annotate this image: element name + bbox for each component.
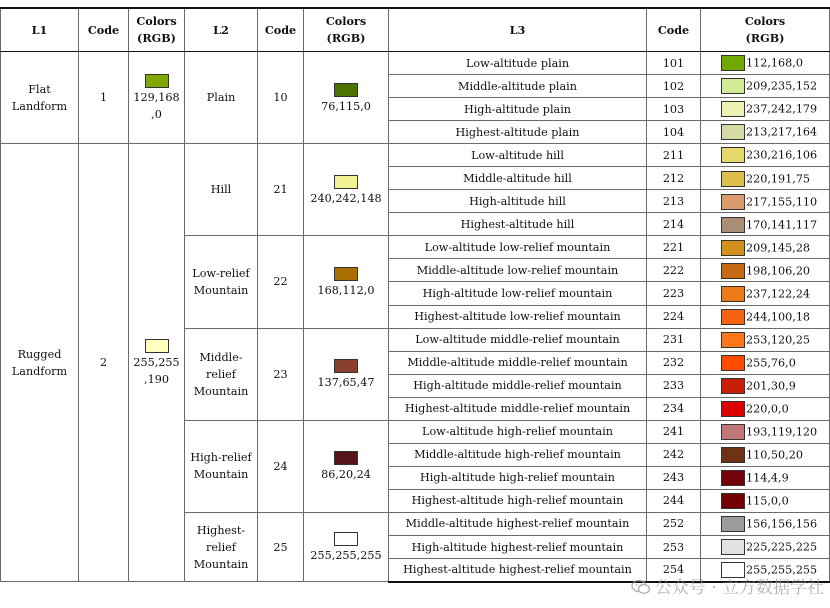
- l3-color-cell: [701, 351, 830, 374]
- l3-rgb-text: 225,225,225: [746, 540, 818, 554]
- l3-rgb-text: 115,0,0: [746, 494, 789, 508]
- color-swatch: [721, 332, 745, 348]
- l3-color-cell: [701, 512, 830, 535]
- l3-rgb-text: 112,168,0: [746, 56, 803, 70]
- l2-name-cell: Plain: [185, 52, 258, 144]
- header-code-l1: Code: [79, 8, 129, 52]
- l3-color-cell: [701, 420, 830, 443]
- l3-name-cell: Highest-altitude low-relief mountain: [389, 305, 647, 328]
- l3-name-cell: Low-altitude high-relief mountain: [389, 420, 647, 443]
- l3-color-cell: [701, 144, 830, 167]
- header-l3: L3: [389, 8, 647, 52]
- l3-rgb-text: 230,216,106: [746, 148, 818, 162]
- l3-color-cell: [701, 443, 830, 466]
- l3-code-cell: 221: [647, 236, 701, 259]
- l3-code-cell: 222: [647, 259, 701, 282]
- l3-rgb-text: 193,119,120: [746, 425, 818, 439]
- l3-color-cell: [701, 374, 830, 397]
- landform-classification-table: [0, 7, 830, 583]
- l3-name-cell: Low-altitude hill: [389, 144, 647, 167]
- l3-name-cell: Highest-altitude plain: [389, 121, 647, 144]
- table-row: [1, 52, 830, 75]
- l3-color-cell: [701, 167, 830, 190]
- l2-code-cell: 22: [258, 236, 304, 328]
- l2-name-cell: Middle- relief Mountain: [185, 328, 258, 420]
- l3-code-cell: 102: [647, 75, 701, 98]
- header-colors-l3: Colors (RGB): [701, 8, 830, 52]
- l2-code-cell: 24: [258, 420, 304, 512]
- l3-color-cell: [701, 236, 830, 259]
- color-swatch: [721, 55, 745, 71]
- l2-name-cell: Highest- relief Mountain: [185, 512, 258, 581]
- l3-name-cell: Middle-altitude highest-relief mountain: [389, 512, 647, 535]
- header-code-l3: Code: [647, 8, 701, 52]
- l3-rgb-text: 237,122,24: [746, 287, 811, 301]
- l1-name-cell: Rugged Landform: [1, 144, 79, 582]
- l2-name-cell: High-relief Mountain: [185, 420, 258, 512]
- l3-code-cell: 252: [647, 512, 701, 535]
- l3-rgb-text: 220,0,0: [746, 402, 789, 416]
- l3-code-cell: 231: [647, 328, 701, 351]
- color-swatch: [721, 217, 745, 233]
- l3-rgb-text: 244,100,18: [746, 310, 811, 324]
- l3-name-cell: Low-altitude plain: [389, 52, 647, 75]
- color-swatch: [721, 562, 745, 578]
- l3-name-cell: High-altitude middle-relief mountain: [389, 374, 647, 397]
- color-swatch: [721, 147, 745, 163]
- l3-rgb-text: 213,217,164: [746, 125, 818, 139]
- l3-color-cell: [701, 259, 830, 282]
- l2-name-cell: Hill: [185, 144, 258, 236]
- color-swatch: [334, 532, 358, 546]
- l1-color-cell: 129,168 ,0: [129, 52, 185, 144]
- color-swatch: [334, 359, 358, 373]
- l3-rgb-text: 198,106,20: [746, 264, 811, 278]
- l3-code-cell: 224: [647, 305, 701, 328]
- header-l2: L2: [185, 8, 258, 52]
- l3-color-cell: [701, 121, 830, 144]
- l2-color-cell: 76,115,0: [304, 52, 389, 144]
- l1-code-cell: 1: [79, 52, 129, 144]
- l3-code-cell: 101: [647, 52, 701, 75]
- l3-color-cell: [701, 535, 830, 558]
- l3-code-cell: 243: [647, 466, 701, 489]
- l3-color-cell: [701, 328, 830, 351]
- l2-code-cell: 21: [258, 144, 304, 236]
- color-swatch: [721, 424, 745, 440]
- header-colors-l2: Colors (RGB): [304, 8, 389, 52]
- l2-color-cell: 240,242,148: [304, 144, 389, 236]
- l3-rgb-text: 156,156,156: [746, 517, 818, 531]
- l2-color-cell: 137,65,47: [304, 328, 389, 420]
- l3-code-cell: 242: [647, 443, 701, 466]
- l3-rgb-text: 170,141,117: [746, 218, 818, 232]
- l1-code-cell: 2: [79, 144, 129, 582]
- color-swatch: [721, 539, 745, 555]
- l3-code-cell: 212: [647, 167, 701, 190]
- l3-rgb-text: 209,145,28: [746, 241, 811, 255]
- l2-name-cell: Low-relief Mountain: [185, 236, 258, 328]
- l3-name-cell: Middle-altitude middle-relief mountain: [389, 351, 647, 374]
- l3-rgb-text: 220,191,75: [746, 172, 811, 185]
- l3-code-cell: 211: [647, 144, 701, 167]
- l3-rgb-text: 209,235,152: [746, 79, 818, 93]
- color-swatch: [721, 194, 745, 210]
- l3-code-cell: 253: [647, 535, 701, 558]
- color-swatch: [721, 447, 745, 463]
- l3-color-cell: [701, 213, 830, 236]
- l2-color-cell: 168,112,0: [304, 236, 389, 328]
- l3-name-cell: Highest-altitude hill: [389, 213, 647, 236]
- color-swatch: [721, 101, 745, 117]
- color-swatch: [721, 171, 745, 187]
- l3-code-cell: 232: [647, 351, 701, 374]
- color-swatch: [334, 175, 358, 189]
- l3-rgb-text: 201,30,9: [746, 379, 796, 393]
- color-swatch: [721, 401, 745, 417]
- l3-name-cell: High-altitude plain: [389, 98, 647, 121]
- l3-rgb-text: 253,120,25: [746, 333, 811, 347]
- l3-name-cell: Highest-altitude middle-relief mountain: [389, 397, 647, 420]
- l3-code-cell: 103: [647, 98, 701, 121]
- l3-rgb-text: 255,76,0: [746, 356, 796, 370]
- color-swatch: [721, 355, 745, 371]
- l3-code-cell: 254: [647, 559, 701, 582]
- color-swatch: [145, 74, 169, 88]
- l3-name-cell: Middle-altitude hill: [389, 167, 647, 190]
- l3-name-cell: Highest-altitude high-relief mountain: [389, 489, 647, 512]
- color-swatch: [721, 78, 745, 94]
- header-code-l2: Code: [258, 8, 304, 52]
- l3-code-cell: 214: [647, 213, 701, 236]
- color-swatch: [721, 240, 745, 256]
- header-row: [1, 8, 830, 52]
- l3-code-cell: 223: [647, 282, 701, 305]
- l3-code-cell: 241: [647, 420, 701, 443]
- l3-name-cell: Middle-altitude plain: [389, 75, 647, 98]
- l3-code-cell: 213: [647, 190, 701, 213]
- l3-name-cell: High-altitude hill: [389, 190, 647, 213]
- l3-color-cell: [701, 52, 830, 75]
- l3-name-cell: High-altitude low-relief mountain: [389, 282, 647, 305]
- l3-code-cell: 104: [647, 121, 701, 144]
- table-body: [1, 52, 830, 582]
- l3-name-cell: Highest-altitude highest-relief mountain: [389, 559, 647, 582]
- header-colors-l1: Colors (RGB): [129, 8, 185, 52]
- l3-rgb-text: 110,50,20: [746, 448, 803, 462]
- l1-name-cell: Flat Landform: [1, 52, 79, 144]
- l3-name-cell: Low-altitude middle-relief mountain: [389, 328, 647, 351]
- l2-color-cell: 255,255,255: [304, 512, 389, 581]
- l3-name-cell: Low-altitude low-relief mountain: [389, 236, 647, 259]
- l2-code-cell: 10: [258, 52, 304, 144]
- color-swatch: [721, 493, 745, 509]
- l3-color-cell: [701, 305, 830, 328]
- l3-code-cell: 233: [647, 374, 701, 397]
- l3-name-cell: High-altitude high-relief mountain: [389, 466, 647, 489]
- l3-color-cell: [701, 466, 830, 489]
- l3-rgb-text: 255,255,255: [746, 563, 818, 577]
- color-swatch: [721, 516, 745, 532]
- l3-rgb-text: 114,4,9: [746, 471, 789, 485]
- color-swatch: [721, 378, 745, 394]
- color-swatch: [334, 267, 358, 281]
- l3-code-cell: 244: [647, 489, 701, 512]
- l3-name-cell: Middle-altitude low-relief mountain: [389, 259, 647, 282]
- l3-color-cell: [701, 282, 830, 305]
- l2-code-cell: 25: [258, 512, 304, 581]
- l2-code-cell: 23: [258, 328, 304, 420]
- l1-color-cell: 255,255 ,190: [129, 144, 185, 582]
- table-row: [1, 144, 830, 167]
- color-swatch: [334, 83, 358, 97]
- l3-color-cell: [701, 489, 830, 512]
- l3-color-cell: [701, 190, 830, 213]
- l3-color-cell: [701, 98, 830, 121]
- l3-code-cell: 234: [647, 397, 701, 420]
- l2-color-cell: 86,20,24: [304, 420, 389, 512]
- l3-name-cell: High-altitude highest-relief mountain: [389, 535, 647, 558]
- l3-color-cell: [701, 559, 830, 582]
- l3-color-cell: [701, 397, 830, 420]
- l3-color-cell: [701, 75, 830, 98]
- watermark-text: 公众号 · 立方数据学社: [654, 578, 824, 598]
- color-swatch: [145, 339, 169, 353]
- l3-rgb-text: 237,242,179: [746, 102, 818, 116]
- color-swatch: [721, 263, 745, 279]
- color-swatch: [721, 286, 745, 302]
- l3-name-cell: Middle-altitude high-relief mountain: [389, 443, 647, 466]
- color-swatch: [721, 124, 745, 140]
- color-swatch: [721, 470, 745, 486]
- header-l1: L1: [1, 8, 79, 52]
- l3-rgb-text: 217,155,110: [746, 195, 818, 209]
- color-swatch: [334, 451, 358, 465]
- color-swatch: [721, 309, 745, 325]
